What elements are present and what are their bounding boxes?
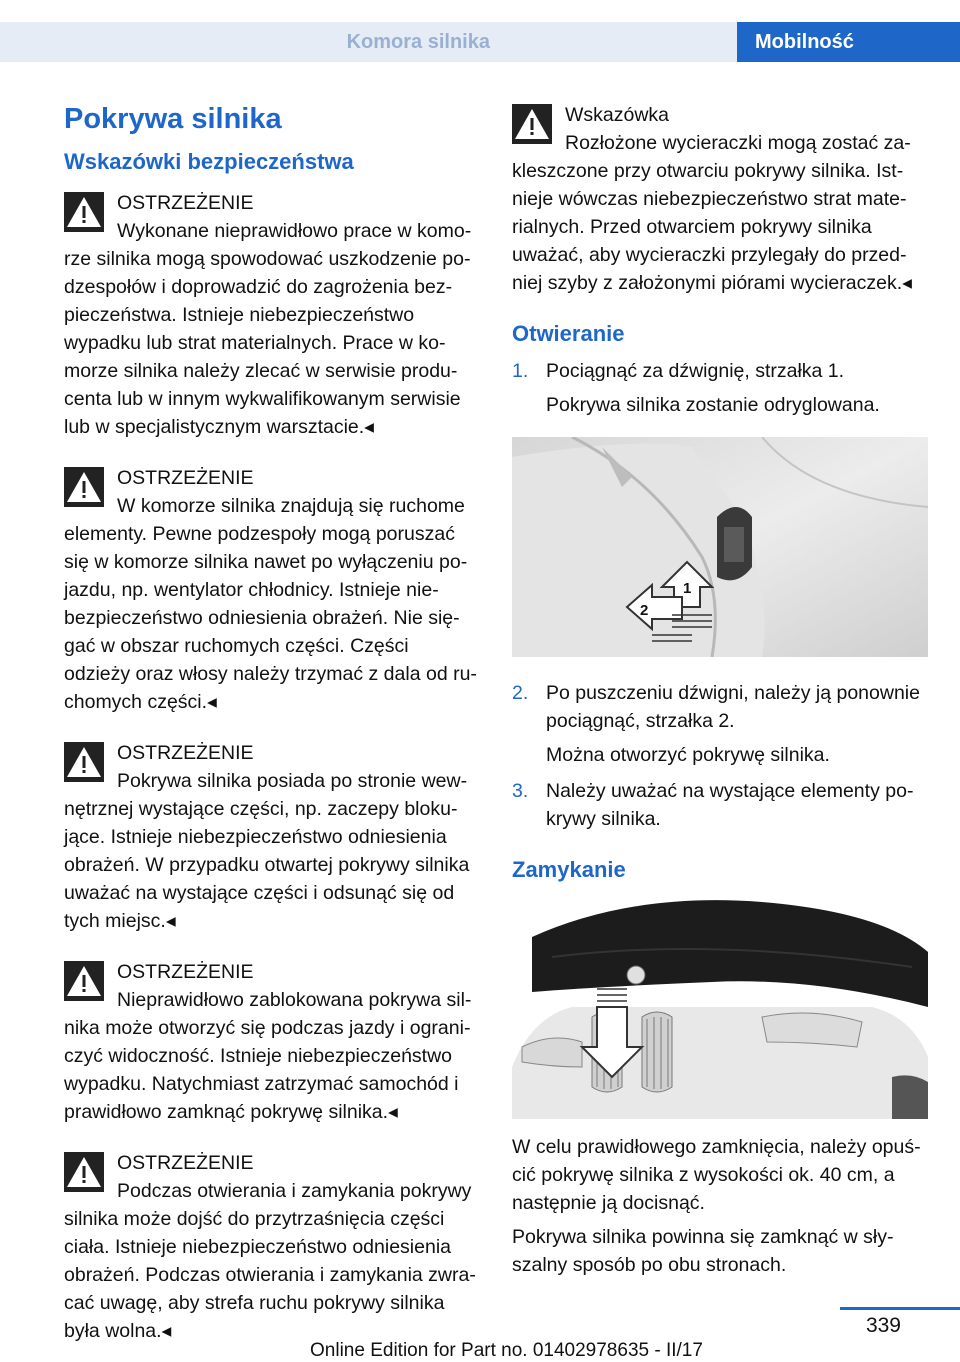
section-tab: Mobilność — [737, 22, 960, 62]
page-number: 339 — [865, 1314, 901, 1337]
warning-text: Pokrywa silnika posiada po stronie wewnętrznej wystające części, np. zaczepy blokujące. Istnieje niebezpieczeństwo odniesienia obrażeń. W przypadku otwartej pokrywy silnika uważać na wystające części i odsunąć się od tych miejsc.◂ — [64, 770, 470, 932]
warning-block — [64, 189, 478, 441]
step-number: 1. — [512, 360, 529, 382]
step-item — [512, 357, 928, 385]
warning-icon — [64, 467, 104, 507]
footer-rule — [840, 1307, 960, 1310]
step-item — [512, 777, 928, 833]
hood-lever-photo — [512, 437, 928, 657]
note-block — [512, 101, 928, 297]
page-title: Pokrywa silnika — [64, 103, 282, 135]
warning-label: OSTRZEŻENIE — [117, 961, 254, 983]
header-band — [0, 22, 737, 62]
warning-icon — [64, 961, 104, 1001]
step-text: Pociągnąć za dźwignię, strzałka 1. — [546, 360, 845, 382]
opening-title: Otwieranie — [512, 321, 625, 346]
safety-subtitle: Wskazówki bezpieczeństwa — [64, 149, 354, 174]
closing-paragraph: W celu prawidłowego zamknięcia, należy opuścić pokrywę silnika z wysokości ok. 40 cm, a następnie ją docisnąć. — [512, 1136, 921, 1214]
warning-icon — [64, 1152, 104, 1192]
warning-label: OSTRZEŻENIE — [117, 1152, 254, 1174]
step-result: Można otworzyć pokrywę silnika. — [546, 744, 830, 766]
warning-block — [64, 1149, 478, 1345]
step-result: Pokrywa silnika zostanie odryglowana. — [546, 394, 880, 416]
warning-text: Wykonane nieprawidłowo prace w komorze silnika mogą spowodować uszkodzenie podzespołów i doprowadzić do zagrożenia bezpieczeństwa. Istnieje niebezpieczeństwo wypadku lub strat materialnych. Prace w komorze silnika należy zlecać w serwisie producenta lub w innym wykwalifikowanym serwisie lub w specjalistycznym warsztacie.◂ — [64, 220, 472, 438]
warning-icon — [64, 742, 104, 782]
closing-paragraph: Pokrywa silnika powinna się zamknąć w słyszalny sposób po obu stronach. — [512, 1226, 894, 1276]
warning-label: OSTRZEŻENIE — [117, 742, 254, 764]
arrow-label-2: 2 — [640, 602, 649, 619]
warning-icon — [64, 192, 104, 232]
warning-block — [64, 464, 478, 716]
step-item — [512, 679, 928, 735]
step-text: Należy uważać na wystające elementy pokrywy silnika. — [546, 780, 914, 830]
warning-text: W komorze silnika znajdują się ruchome elementy. Pewne podzespoły mogą poruszać się w komorze silnika nawet po wyłączeniu pojazdu, np. wentylator chłodnicy. Istnieje niebezpieczeństwo odniesienia obrażeń. Nie sięgać w obszar ruchomych części. Części odzieży oraz włosy należy trzymać z dala od ruchomych części.◂ — [64, 495, 477, 713]
warning-icon — [512, 104, 552, 144]
left-column — [64, 95, 478, 1362]
breadcrumb: Komora silnika — [346, 31, 490, 53]
note-text: Rozłożone wycieraczki mogą zostać zakleszczone przy otwarciu pokrywy silnika. Istnieje wówczas niebezpieczeństwo strat materialnych. Przed otwarciem pokrywy silnika uważać, aby wycieraczki przylegały do przedniej szyby z założonymi piórami wycieraczek.◂ — [512, 132, 912, 294]
warning-block — [64, 739, 478, 935]
step-number: 2. — [512, 682, 529, 704]
arrow-label-1: 1 — [683, 580, 692, 597]
warning-text: Nieprawidłowo zablokowana pokrywa silnika może otworzyć się podczas jazdy i ograniczyć widoczność. Istnieje niebezpieczeństwo wypadku. Natychmiast zatrzymać samochód i prawidłowo zamknąć pokrywę silnika.◂ — [64, 989, 472, 1123]
note-label: Wskazówka — [565, 104, 670, 126]
warning-label: OSTRZEŻENIE — [117, 192, 254, 214]
edition-note: Online Edition for Part no. 01402978635 - II/17 — [310, 1340, 703, 1361]
closing-title: Zamykanie — [512, 857, 626, 882]
page-header — [0, 22, 960, 62]
warning-label: OSTRZEŻENIE — [117, 467, 254, 489]
hood-closing-photo — [512, 897, 928, 1119]
warning-block — [64, 958, 478, 1126]
warning-text: Podczas otwierania i zamykania pokrywy silnika może dojść do przytrzaśnięcia części ciała. Istnieje niebezpieczeństwo odniesienia obrażeń. Podczas otwierania i zamykania zwracać uwagę, aby strefa ruchu pokrywy silnika była wolna.◂ — [64, 1180, 476, 1342]
right-column — [512, 101, 928, 1285]
step-number: 3. — [512, 780, 529, 802]
step-text: Po puszczeniu dźwigni, należy ją ponownie pociągnąć, strzałka 2. — [546, 682, 920, 732]
